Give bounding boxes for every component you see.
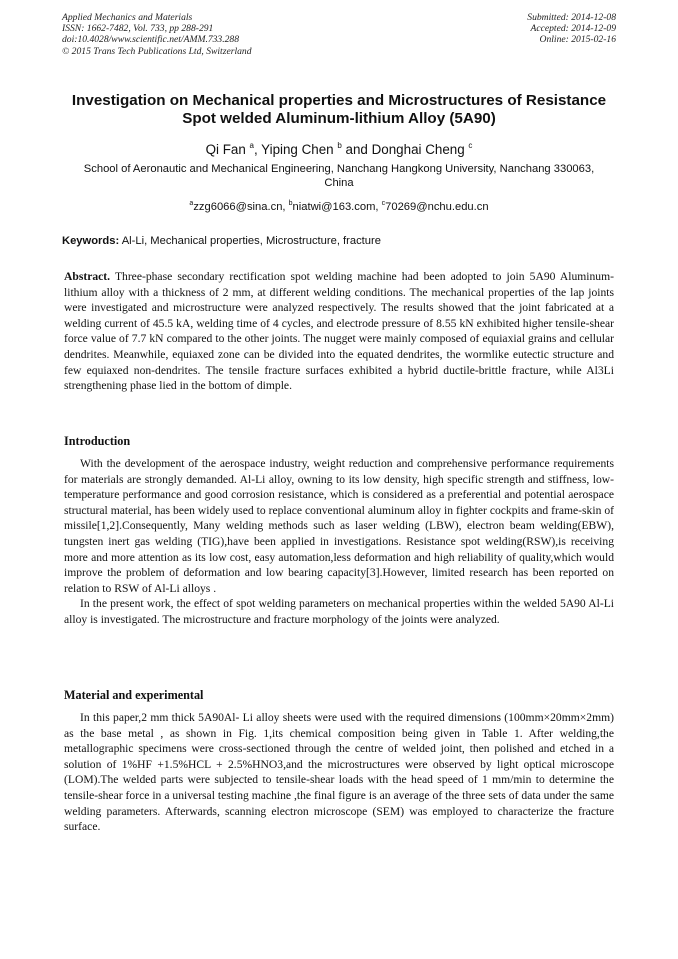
author-affiliation-mark: a xyxy=(249,141,254,150)
material-heading: Material and experimental xyxy=(64,688,204,702)
journal-header xyxy=(62,12,252,57)
journal-copyright: © 2015 Trans Tech Publications Ltd, Switzerland xyxy=(62,45,252,57)
email-mark: a xyxy=(189,200,194,207)
abstract-label: Abstract. xyxy=(64,270,111,283)
email-mark: b xyxy=(288,200,293,207)
journal-issn: ISSN: 1662-7482, Vol. 733, pp 288-291 xyxy=(62,23,214,35)
email-mark: c xyxy=(381,200,386,207)
accepted-date: Accepted: 2014-12-09 xyxy=(530,23,616,35)
author-separator: and xyxy=(341,142,372,157)
author-affiliation-mark: b xyxy=(337,141,342,150)
email-separator: , xyxy=(375,201,382,213)
introduction-paragraph: In the present work, the effect of spot welding parameters on mechanical properties within the welded 5A90 Al-Li alloy is investigated. The microstructure and fracture morphology of the joints were analyzed. xyxy=(64,597,614,626)
journal-doi: doi:10.4028/www.scientific.net/AMM.733.288 xyxy=(62,34,240,46)
email-link[interactable]: niatwi@163.com xyxy=(292,201,376,213)
abstract-paragraph xyxy=(64,269,614,394)
journal-name: Applied Mechanics and Materials xyxy=(62,12,193,23)
author-affiliation-mark: c xyxy=(468,141,473,150)
keywords-text: Al-Li, Mechanical properties, Microstructure, fracture xyxy=(119,235,381,247)
abstract-text: Three-phase secondary rectification spot welding machine had been adopted to join 5A90 Aluminum-lithium alloy with a thickness of 2 mm, at different welding conditions. The mechanical properties of the lap joints were investigated and microstructure were analyzed respectively. The results showed that the joint fabricated at a welding current of 45.5 kA, welding time of 4 cycles, and electrode pressure of 8.55 kN exhibited higher tensile-shear force value of 7.7 kN compared to the other joints. The nugget were mainly composed of equiaxial grains and cellular dendrites. Meanwhile, equiaxed zone can be divided into the equated dendrites, the wormlike eutectic structure and few equiaxed non-dendrites. The tensile fracture surfaces exhibited a hybrid ductile-brittle fracture, while Al3Li strengthening phase lied in the bottom of dimple. xyxy=(64,270,614,393)
email-link[interactable]: 70269@nchu.edu.cn xyxy=(385,201,489,213)
author-name: Donghai Cheng xyxy=(371,142,465,157)
author-list xyxy=(60,138,618,158)
online-date: Online: 2015-02-16 xyxy=(539,34,616,46)
paper-title: Investigation on Mechanical properties and Microstructures of Resistance Spot welded Aluminum-lithium Alloy (5A90) xyxy=(71,92,607,127)
material-body xyxy=(64,710,614,835)
author-emails xyxy=(60,197,618,214)
author-separator: , xyxy=(253,142,262,157)
author-name: Qi Fan xyxy=(205,142,246,157)
introduction-heading: Introduction xyxy=(64,434,131,448)
submitted-date: Submitted: 2014-12-08 xyxy=(527,12,616,23)
material-paragraph: In this paper,2 mm thick 5A90Al- Li alloy sheets were used with the required dimensions (100mm×20mm×2mm) as the base metal , as shown in Fig. 1,its chemical composition being given in Table 1. After welding,the metallographic specimens were cross-sectioned through the centre of welded joint, then polished and etched in a solution of 1%HF +1.5%HCL + 2.5%HNO3,and the microstructures were observed by light optical microscope (LOM).The welded parts were subjected to tensile-shear loads with the head speed of 1 mm/min to determine the tensile-shear force in a universal testing machine ,the final figure is an average of the three sets of data under the same welding parameters. Afterwards, scanning electron microscope (SEM) was employed to characterize the fracture surface. xyxy=(64,711,614,834)
keywords xyxy=(62,234,616,248)
abstract xyxy=(64,269,614,394)
email-link[interactable]: zzg6066@sina.cn xyxy=(193,201,283,213)
affiliation: School of Aeronautic and Mechanical Engineering, Nanchang Hangkong University, Nanchang 330063, China xyxy=(83,163,595,190)
dates-header xyxy=(527,12,616,46)
keywords-label: Keywords: xyxy=(62,235,120,247)
introduction-paragraph: With the development of the aerospace industry, weight reduction and comprehensive performance requirements for materials are strongly demanded. Al-Li alloy, owning to its low density, high specific strength and stiffness, low-temperature performance and good corrosion resistance, which is considered as a preferential and potential aerospace structural material, has been widely used to replace conventional aluminum alloy in fighter cockpits and frame-skin of missile[1,2].Consequently, Many welding methods such as laser welding (LBW), electron beam welding(EBW), tungsten inert gas welding (TIG),have been applied in investigations. Resistance spot welding(RSW),is receiving more and more attention as its low cost, easy automation,less deformation and high reliability of quality,which would improve the problem of deformation and low bearing capacity[3].However, limited research has been reported on relation to RSW of Al-Li alloys . xyxy=(64,457,614,595)
email-separator: , xyxy=(282,201,289,213)
author-name: Yiping Chen xyxy=(261,142,334,157)
introduction-body xyxy=(64,456,614,628)
